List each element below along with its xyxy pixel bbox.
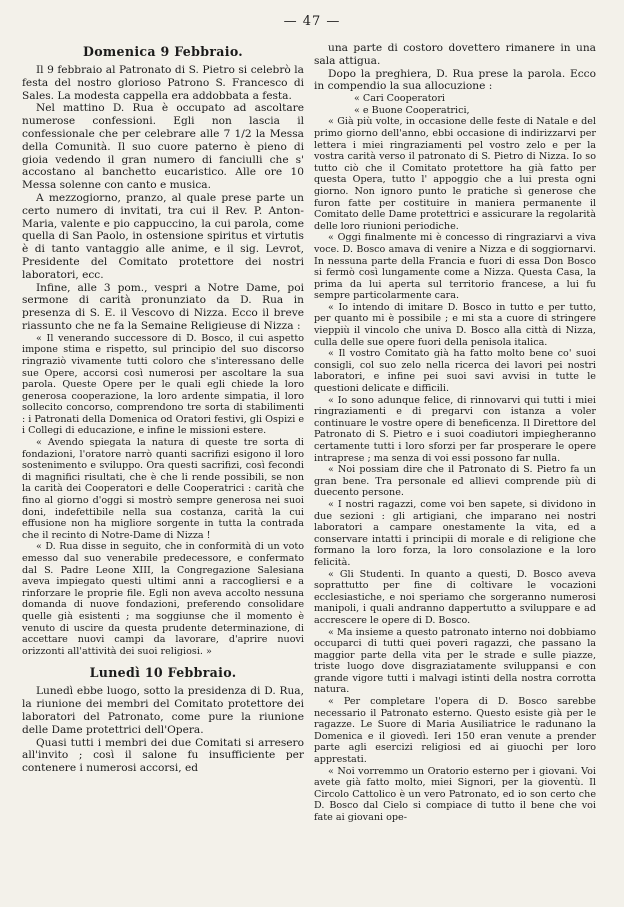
quote-paragraph: « Gli Studenti. In quanto a questi, D. Bosco aveva soprattutto per fine di coltivare le vocazioni ecclesiastiche, e noi speriamo che sorgeranno numerosi manipoli, i quali andranno dappertutto a sviluppare e ad accrescere le opere di D. Bosco. (314, 568, 596, 626)
quote-paragraph: « Il vostro Comitato già ha fatto molto bene co' suoi consigli, col suo zelo nella ricerca dei lavori pei nostri laboratori, e infine pei suoi savi avvisi in tutte le questioni delicate e difficili. (314, 348, 596, 395)
paragraph: Lunedì ebbe luogo, sotto la presidenza di D. Rua, la riunione dei membri del Comitato protettore dei laboratori del Patronato, come pure la riunione delle Dame protettrici dell'Opera. (22, 685, 304, 736)
paragraph: Quasi tutti i membri dei due Comitati si arresero all'invito ; così il salone fu insufficiente per contenere i numerosi accorsi, ed (22, 736, 304, 775)
quote-paragraph: « I nostri ragazzi, come voi ben sapete, si dividono in due sezioni : gli artigiani, che imparano nei nostri laboratori a campare onestamente la vita, ed a conservare intatti i principii di morale e di religione che formano la loro forza, la loro consolazione e la loro felicità. (314, 498, 596, 568)
quote-paragraph: « Per completare l'opera di D. Bosco sarebbe necessario il Patronato esterno. Questo esiste già per le ragazze. Le Suore di Maria Ausiliatrice le radunano la Domenica e il giovedì. Ieri 150 eran venute a prender parte agli esercizi religiosi ed ai giuochi per loro apprestati. (314, 696, 596, 766)
page-number: — 47 — (283, 14, 341, 29)
quote-paragraph: « Noi possiam dire che il Patronato di S. Pietro fa un gran bene. Tra personale ed allievi comprende più di duecento persone. (314, 464, 596, 499)
quote-paragraph: « Ma insieme a questo patronato interno noi dobbiamo occuparci di tutti quei poveri ragazzi, che passano la maggior parte della vita per le strade e sulle piazze, triste luogo dove disgraziatamente sviluppansi e con grande vigore tutti i malvagi istinti della nostra corrotta natura. (314, 626, 596, 696)
paragraph: Infine, alle 3 pom., vespri a Notre Dame, poi sermone di carità pronunziato da D. Rua in presenza di S. E. il Vescovo di Nizza. Ecco il breve riassunto che ne fa la Semaine Religieuse di Nizza : (22, 281, 304, 332)
quote-paragraph: « Avendo spiegata la natura di queste tre sorta di fondazioni, l'oratore narrò quanti sacrifizi esigono il loro sostenimento e sviluppo. Ora questi sacrifizi, così fecondi di magnifici risultati, che è che li rende possibili, se non la carità dei Cooperatori e delle Cooperatrici : carità che fino al giorno d'oggi si mostrò sempre generosa nei suoi doni, indefettibile nella sua costanza, carità la cui effusione non ha migliore sorgente in tutta la contrada che il recinto di Notre-Dame di Nizza ! (22, 437, 304, 541)
quote-paragraph: « Noi vorremmo un Oratorio esterno per i giovani. Voi avete già fatto molto, miei Signori, per la gioventù. Il Circolo Cattolico è un vero Patronato, ed io son certo che D. Bosco dal Cielo si compiace di tutto il bene che voi fate ai giovani ope- (314, 765, 596, 823)
paragraph: Nel mattino D. Rua è occupato ad ascoltare numerose confessioni. Egli non lascia il confessionale che per celebrare alle 7 1/2 la Messa della Comunità. Il suo cuore paterno è pieno di gioia vedendo il gran numero di fanciulli che s' accostano al banchetto eucaristico. Alle ore 10 Messa solenne con canto e musica. (22, 102, 304, 192)
paragraph: Il 9 febbraio al Patronato di S. Pietro si celebrò la festa del nostro glorioso Patrono S. Francesco di Sales. La modesta cappella era addobbata a festa. (22, 64, 304, 102)
section-heading-sunday: Domenica 9 Febbraio. (83, 44, 243, 59)
quote-paragraph: « Io sono adunque felice, di rinnovarvi qui tutti i miei ringraziamenti e di pregarvi con istanza a voler continuare le vostre opere di beneficenza. Il Direttore del Patronato di S. Pietro e i suoi coadiutori impiegheranno certamente tutti i loro sforzi per far prosperare le opere intraprese ; ma senza di voi essi possono far nulla. (314, 394, 596, 464)
left-column (22, 42, 304, 902)
salutation: « e Buone Cooperatrici, (354, 104, 470, 116)
paragraph: Dopo la preghiera, D. Rua prese la parola. Ecco in compendio la sua allocuzione : (314, 67, 596, 93)
salutation: « Cari Cooperatori (354, 93, 445, 105)
paragraph: A mezzogiorno, pranzo, al quale prese parte un certo numero di invitati, tra cui il Rev. P. Anton-Maria, valente e pio cappuccino, la cui parola, come quella di San Paolo, in ostensione spiritus et virtutis è di tanto vantaggio alle anime, e il sig. Levrot, Presidente del Comitato protettore dei nostri laboratori, ecc. (22, 191, 304, 281)
right-column (314, 42, 596, 902)
quote-paragraph: « Già più volte, in occasione delle feste di Natale e del primo giorno dell'anno, ebbi occasione di indirizzarvi per lettera i miei ringraziamenti pel vostro zelo e per la vostra carità verso il patronato di S. Pietro di Nizza. Io so tutto ciò che il Comitato protettore ha già fatto per questa Opera, tutto l' appoggio che a lui presta ogni giorno. Non ignoro punto le pratiche sì generose che furon fatte per costituire in maniera permanente il Comitato delle Dame protettrici e assicurare la regolarità delle loro riunioni periodiche. (314, 116, 596, 232)
quote-paragraph: « Oggi finalmente mi è concesso di ringraziarvi a viva voce. D. Bosco amava di venire a Nizza e di soggiornarvi. In nessuna parte della Francia e fuori di essa Don Bosco si fermò così lungamente come a Nizza. Questa Casa, la prima da lui aperta sul territorio francese, a lui fu sempre particolarmente cara. (314, 232, 596, 302)
quote-paragraph: « Io intendo di imitare D. Bosco in tutto e per tutto, per quanto mi è possibile ; e mi sta a cuore di stringere vieppiù il vincolo che univa D. Bosco alla città di Nizza, culla delle sue opere fuori della penisola italica. (314, 301, 596, 348)
quote-paragraph: « Il venerando successore di D. Bosco, il cui aspetto impone stima e rispetto, sul principio del suo discorso ringraziò vivamente tutti coloro che s'interessano delle sue Opere, accorsi così numerosi per ascoltare la sua parola. Queste Opere per le quali egli chiede la loro generosa cooperazione, la loro ardente simpatia, il loro sollecito concorso, comprendono tre sorta di stabilimenti : i Patronati della Domenica od Oratori festivi, gli Ospizi e i Collegi di educazione, e infine le missioni estere. (22, 332, 304, 437)
quote-paragraph: « D. Rua disse in seguito, che in conformità di un voto emesso dal suo venerabile predecessore, e confermato dal S. Padre Leone XIII, la Congregazione Salesiana aveva impiegato questi ultimi anni a raccogliersi e a rinforzare le proprie file. Egli non aveva accolto nessuna domanda di nuove fondazioni, preferendo consolidare quelle già esistenti ; ma soggiunse che il momento è venuto di uscire da questa prudente determinazione, di accettare nuovi campi da lavorare, d'aprire nuovi orizzonti all'attività dei suoi religiosi. » (22, 541, 304, 657)
section-heading-monday: Lunedì 10 Febbraio. (89, 665, 237, 681)
paragraph: una parte di costoro dovettero rimanere in una sala attigua. (314, 42, 596, 67)
